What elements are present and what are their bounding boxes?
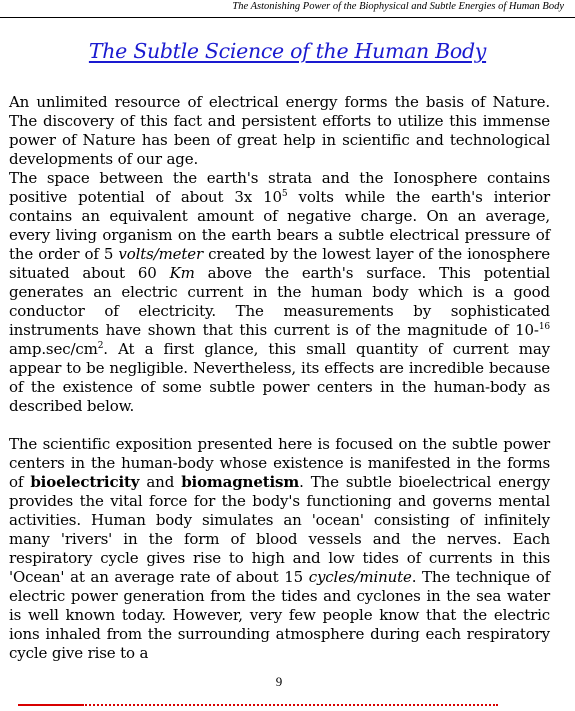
superscript: 2 [97,341,104,351]
paragraph-intro: An unlimited resource of electrical energy forms the basis of Nature. The discovery of this fact and persistent efforts to utilize this immense power of Nature has been of great help in scientific and technological developments of our age. [9,93,550,168]
italic-unit: cycles/minute [308,568,412,586]
text-span: amp.sec/cm [9,340,98,358]
text-span: . The subtle bioelectrical energy provides the vital force for the body's functioning and governs mental activities. Human body simulates an 'ocean' consisting of infinitely many 'rivers' in the form of blood vessels and the nerves. Each respiratory cycle gives rise to high and low tides of currents in this 'Ocean' at an average rate of about 15 [9,473,550,586]
bold-term: biomagnetism [181,473,300,491]
text-span: . At a first glance, this small quantity of current may appear to be negligible. Nevertheless, its effects are incredible because of the existence of some subtle power centers in the human-body as described below. [9,340,550,415]
footer-rule-dotted [82,704,498,706]
text-span: The space between the earth's strata and the Ionosphere contains positive potential of about 3x 10 [9,169,550,206]
bold-term: bioelectricity [30,473,140,491]
superscript: 5 [281,189,288,199]
text-span: above the earth's surface. This potential generates an electric current in the human body which is a good conductor of electricity. The measurements by sophisticated instruments have shown that this current is of the magnitude of 10- [9,264,551,339]
italic-unit: volts/meter [118,245,204,263]
italic-unit: Km [169,264,195,282]
text-span: and [139,473,182,491]
header-divider [0,17,575,18]
page-title: The Subtle Science of the Human Body [88,39,487,63]
text-span: created by the lowest layer of the ionosphere situated about 60 [9,245,550,282]
paragraph-subtle-power-centers [9,435,550,663]
running-header: The Astonishing Power of the Biophysical and Subtle Energies of Human Body [232,1,564,12]
body-text [9,93,550,663]
paragraph-electrical-pressure [9,169,550,416]
text-span: volts while the earth's interior contains an equivalent amount of negative charge. On an average, every living organism on the earth bears a subtle electrical pressure of the order of 5 [9,188,550,263]
page-number: 9 [275,674,283,689]
footer-rule-solid [18,704,82,706]
text-span: . The technique of electric power generation from the tides and cyclones in the sea water is well known today. However, very few people know that the electric ions inhaled from the surrounding atmosphere during each respiratory cycle give rise to a [9,568,550,662]
superscript: 16 [538,322,550,332]
text-span: The scientific exposition presented here is focused on the subtle power centers in the human-body whose existence is manifested in the forms of [9,435,550,491]
